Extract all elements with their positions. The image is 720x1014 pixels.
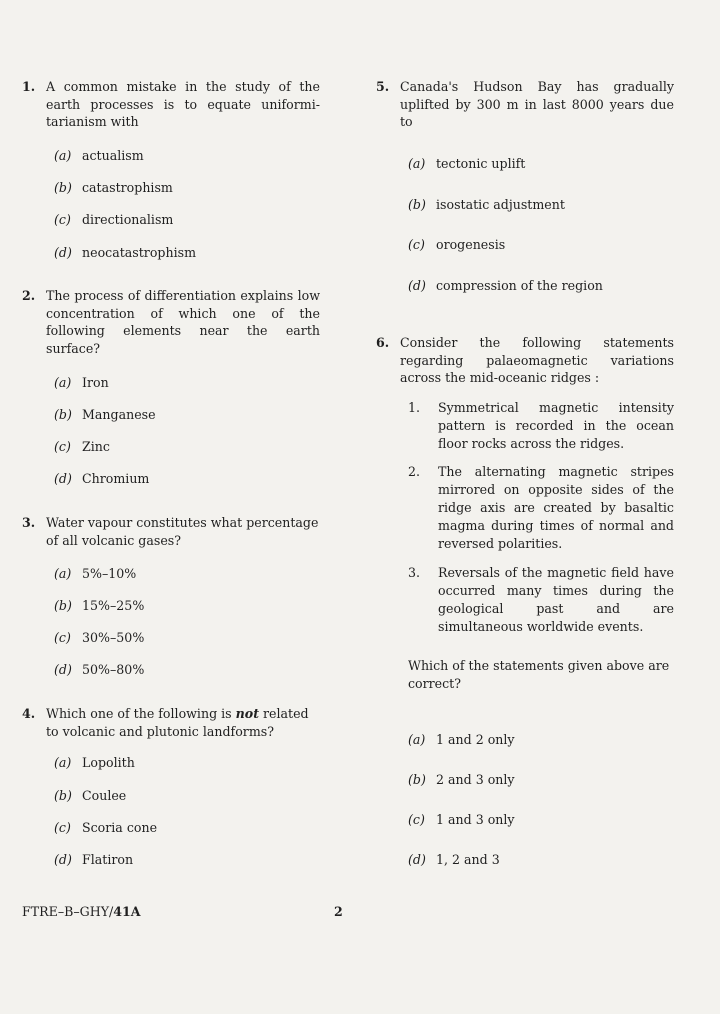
- option-2a[interactable]: [54, 374, 109, 391]
- statement-2: [408, 463, 674, 553]
- option-label: (b): [54, 788, 72, 803]
- option-label: (b): [54, 180, 72, 195]
- option-3d[interactable]: [54, 661, 144, 678]
- option-text: neocatastrophism: [82, 245, 197, 260]
- option-label: (a): [408, 732, 426, 747]
- option-label: (c): [54, 820, 71, 835]
- option-label: (a): [408, 156, 426, 171]
- question-number: 5.: [376, 79, 390, 94]
- question-number: 4.: [22, 706, 36, 721]
- question-text: Consider the following statements regarding palaeomagnetic variations across the mid-oceanic ridges :: [400, 335, 674, 385]
- page-number: 2: [334, 904, 343, 919]
- prompt-text: Which of the statements given above are correct?: [408, 658, 670, 691]
- option-label: (c): [54, 212, 71, 227]
- question-text-part: related to volcanic and plutonic landforms?: [46, 706, 309, 739]
- option-text: 5%–10%: [82, 566, 137, 581]
- option-label: (b): [408, 197, 426, 212]
- option-label: (d): [408, 852, 426, 867]
- question-number: 6.: [376, 335, 390, 350]
- statement-number: 2.: [408, 464, 421, 479]
- option-6a[interactable]: [408, 731, 515, 748]
- option-text: Scoria cone: [82, 820, 158, 835]
- option-text: catastrophism: [82, 180, 173, 195]
- statement-1: [408, 399, 674, 453]
- option-text: 50%–80%: [82, 662, 145, 677]
- statement-number: 3.: [408, 565, 421, 580]
- option-label: (c): [54, 439, 71, 454]
- option-text: Lopolith: [82, 755, 135, 770]
- option-2c[interactable]: [54, 438, 110, 455]
- option-label: (c): [408, 237, 425, 252]
- question-number: 1.: [22, 79, 36, 94]
- question-number: 3.: [22, 515, 36, 530]
- option-label: (c): [408, 812, 425, 827]
- question-6: [376, 334, 674, 387]
- statement-text: Symmetrical magnetic intensity pattern is recorded in the ocean floor rocks across the ridges.: [438, 400, 674, 451]
- option-text: Manganese: [82, 407, 156, 422]
- option-4a[interactable]: [54, 754, 135, 771]
- option-label: (d): [54, 245, 72, 260]
- option-4d[interactable]: [54, 851, 133, 868]
- option-text: orogenesis: [436, 237, 506, 252]
- option-label: (d): [54, 471, 72, 486]
- option-5a[interactable]: [408, 155, 525, 172]
- option-text: 1, 2 and 3: [436, 852, 500, 867]
- question-text: A common mistake in the study of the earth processes is to equate uniformi-tarianism with: [46, 79, 320, 129]
- option-1b[interactable]: [54, 179, 173, 196]
- option-label: (d): [54, 662, 72, 677]
- option-text: directionalism: [82, 212, 174, 227]
- question-text: Water vapour constitutes what percentage of all volcanic gases?: [46, 515, 319, 548]
- option-3a[interactable]: [54, 565, 136, 582]
- option-text: 2 and 3 only: [436, 772, 515, 787]
- option-text: 15%–25%: [82, 598, 145, 613]
- question-5: [376, 78, 674, 131]
- option-6d[interactable]: [408, 851, 500, 868]
- option-text: Chromium: [82, 471, 150, 486]
- option-text: actualism: [82, 148, 144, 163]
- option-label: (d): [54, 852, 72, 867]
- question-text-part: Which one of the following is: [46, 706, 236, 721]
- option-text: isostatic adjustment: [436, 197, 565, 212]
- option-text: Coulee: [82, 788, 127, 803]
- question-text: [22, 705, 320, 740]
- statement-text: The alternating magnetic stripes mirrored on opposite sides of the ridge axis are created by basaltic magma during times of normal and reversed polarities.: [438, 464, 674, 551]
- statement-3: [408, 564, 674, 636]
- option-text: Iron: [82, 375, 109, 390]
- option-3c[interactable]: [54, 629, 144, 646]
- option-label: (b): [54, 407, 72, 422]
- booklet-code-series: 41A: [113, 904, 141, 919]
- statement-text: Reversals of the magnetic field have occurred many times during the geological past and are simultaneous worldwide events.: [438, 565, 674, 634]
- option-6b[interactable]: [408, 771, 515, 788]
- option-label: (a): [54, 566, 72, 581]
- option-1a[interactable]: [54, 147, 144, 164]
- booklet-code: [22, 904, 141, 919]
- emphasis-not: not: [235, 706, 260, 721]
- question-text: Canada's Hudson Bay has gradually uplifted by 300 m in last 8000 years due to: [400, 79, 674, 129]
- option-5c[interactable]: [408, 236, 505, 253]
- option-text: tectonic uplift: [436, 156, 526, 171]
- option-5b[interactable]: [408, 196, 565, 213]
- question-2: [22, 287, 322, 357]
- option-label: (a): [54, 148, 72, 163]
- option-3b[interactable]: [54, 597, 144, 614]
- booklet-code-prefix: FTRE–B–GHY/: [22, 904, 114, 919]
- option-text: 1 and 3 only: [436, 812, 515, 827]
- option-text: Zinc: [82, 439, 110, 454]
- option-2d[interactable]: [54, 470, 149, 487]
- option-1d[interactable]: [54, 244, 196, 261]
- option-2b[interactable]: [54, 406, 156, 423]
- question-3: [22, 514, 322, 549]
- question-1: [22, 78, 322, 131]
- option-text: Flatiron: [82, 852, 134, 867]
- option-label: (c): [54, 630, 71, 645]
- option-6c[interactable]: [408, 811, 515, 828]
- option-label: (b): [408, 772, 426, 787]
- option-1c[interactable]: [54, 211, 173, 228]
- question-number: 2.: [22, 288, 36, 303]
- question-text: The process of differentiation explains low concentration of which one of the following elements near the earth surface?: [46, 288, 320, 356]
- question-6-prompt: [408, 657, 674, 692]
- option-text: 1 and 2 only: [436, 732, 515, 747]
- option-4b[interactable]: [54, 787, 126, 804]
- option-label: (b): [54, 598, 72, 613]
- question-4: [22, 705, 322, 740]
- option-label: (a): [54, 375, 72, 390]
- option-5d[interactable]: [408, 277, 603, 294]
- option-label: (a): [54, 755, 72, 770]
- option-text: compression of the region: [436, 278, 603, 293]
- statement-number: 1.: [408, 400, 421, 415]
- option-4c[interactable]: [54, 819, 157, 836]
- option-text: 30%–50%: [82, 630, 145, 645]
- option-label: (d): [408, 278, 426, 293]
